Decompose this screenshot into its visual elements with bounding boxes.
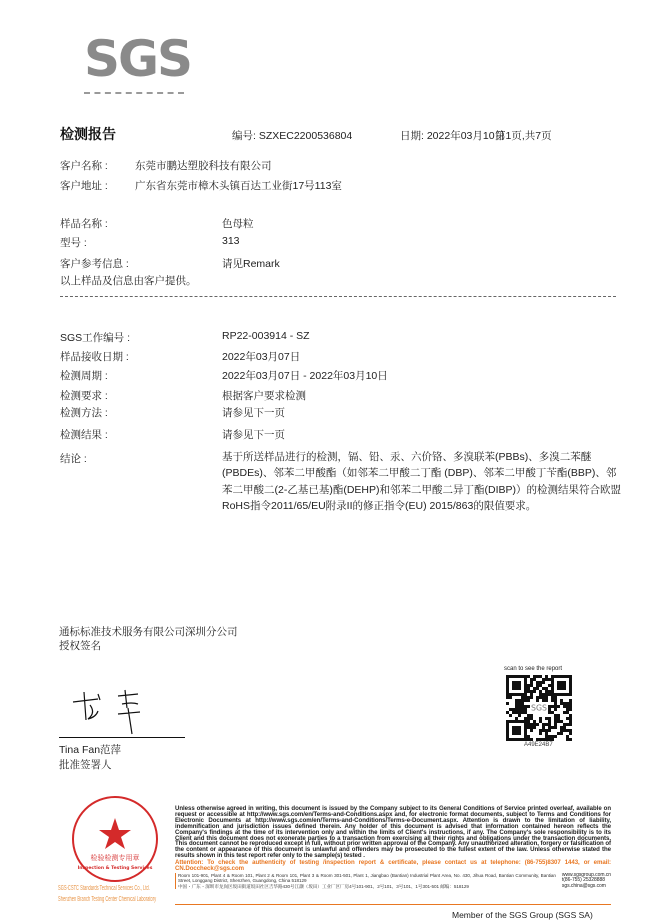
- sample-note: 以上样品及信息由客户提供。: [60, 275, 197, 287]
- test-result: 请参见下一页: [222, 429, 285, 441]
- website-link[interactable]: www.sgsgroup.com.cn: [561, 871, 611, 878]
- signature-line: [59, 737, 185, 738]
- authorized-label: 授权签名: [59, 640, 101, 652]
- sgs-job-number: RP22-003914 - SZ: [222, 330, 310, 342]
- phone: t(86-755) 25328888: [561, 877, 605, 884]
- request-label: 检测要求 :: [60, 390, 108, 402]
- divider: [60, 296, 616, 297]
- authenticity-notice: Attention: To check the authenticity of testing /inspection report & certificate, please contact us at telephone: (86-755)8307 1443, or email: CN.Doccheck@sgs.com: [175, 859, 611, 873]
- client-name: 东莞市鹏达塑胶科技有限公司: [135, 160, 272, 172]
- stamp-english-text: Inspection & Testing Services: [77, 866, 153, 871]
- official-stamp: [70, 794, 160, 884]
- conclusion-label: 结论 :: [60, 453, 87, 465]
- received-date: 2022年03月07日: [222, 351, 301, 363]
- footer-divider: [175, 904, 611, 905]
- sgs-logo: SGS: [84, 30, 192, 88]
- sample-name: 色母粒: [222, 218, 254, 230]
- test-method: 请参见下一页: [222, 407, 285, 419]
- period-label: 检测周期 :: [60, 370, 108, 382]
- signer-name: Tina Fan范萍: [59, 744, 122, 756]
- footer-disclaimer: [175, 806, 611, 889]
- page-indicator: 第1页,共7页: [495, 130, 552, 142]
- qr-caption: scan to see the report: [504, 666, 563, 672]
- client-ref: 请见Remark: [222, 258, 280, 270]
- page-title: 检测报告: [60, 126, 116, 142]
- sgs-cstc-name: SGS-CSTC Standards Technical Services Co., Ltd.: [58, 885, 150, 892]
- address-chinese: 中国・广东・深圳市龙岗区坂田街道坂田社区吉华路430号江灏（坂田）工业厂区厂房4号101-901、2号101、3号101、1号301-501 邮编：518129: [178, 883, 469, 889]
- sgs-job-label: SGS工作编号 :: [60, 332, 131, 344]
- stamp-center-text: 检验检测专用章: [90, 854, 140, 862]
- method-label: 检测方法 :: [60, 407, 108, 419]
- address-english: Room 101-901, Plant 4 & Room 101, Plant 2 & Room 101, Plant 3 & Room 301-501, Plant 1, Jiangbao (Bantian) Industrial Plant Area, No. 430, Jihua Road, Bantian Community, Bantian Street, Longgang District, Shenzhen, Guangdong, China 518129: [178, 872, 556, 884]
- signing-company: 通标标准技术服务有限公司深圳分公司: [59, 626, 238, 638]
- signer-title: 批准签署人: [59, 759, 112, 771]
- disclaimer-text: Unless otherwise agreed in writing, this document is issued by the Company subject to its General Conditions of Service printed overleaf, available on request or accessible at http://www.sgs.com/en/Terms-and-Conditions.aspx and, for electronic format documents, subject to Terms and Conditions for Electronic Documents at http://www.sgs.com/en/Terms-and-Conditions/Terms-e-Document.aspx. Attention is drawn to the limitation of liability, indemnification and jurisdiction issues defined therein. Any holder of this document is advised that information contained hereon reflects the Company's findings at the time of its intervention only and within the limits of Client's instructions, if any. The Company's sole responsibility is to its Client and this document does not exonerate parties to a transaction from exercising all their rights and obligations under the transaction documents. This document cannot be reproduced except in full, without prior written approval of the Company. Any unauthorized alteration, forgery or falsification of the content or appearance of this document is unlawful and offenders may be prosecuted to the fullest extent of the law. Unless otherwise stated the results shown in this test report refer only to the sample(s) tested .: [175, 805, 611, 860]
- model-label: 型号 :: [60, 237, 87, 249]
- client-address: 广东省东莞市樟木头镇百达工业街17号113室: [135, 180, 342, 192]
- test-request: 根据客户要求检测: [222, 390, 306, 402]
- sample-name-label: 样品名称 :: [60, 218, 108, 230]
- client-address-label: 客户地址 :: [60, 180, 108, 192]
- model: 313: [222, 235, 240, 247]
- client-ref-label: 客户参考信息 :: [60, 258, 129, 270]
- qr-code-id: A49E24B7: [524, 742, 553, 748]
- received-label: 样品接收日期 :: [60, 351, 129, 363]
- client-name-label: 客户名称 :: [60, 160, 108, 172]
- qr-code[interactable]: [506, 675, 572, 741]
- report-number: 编号: SZXEC2200536804: [232, 130, 353, 142]
- svg-text:SGS: SGS: [531, 703, 547, 713]
- branch-name: Shenzhen Branch Testing Center Chemical Laboratory: [58, 896, 157, 903]
- email-link[interactable]: sgs.china@sgs.com: [561, 882, 606, 889]
- test-period: 2022年03月07日 - 2022年03月10日: [222, 370, 388, 382]
- logo-underline: [84, 92, 184, 94]
- result-label: 检测结果 :: [60, 429, 108, 441]
- member-note: Member of the SGS Group (SGS SA): [452, 910, 593, 920]
- conclusion-text: 基于所送样品进行的检测，镉、铅、汞、六价铬、多溴联苯(PBBs)、多溴二苯醚(PBDEs)、邻苯二甲酸酯（如邻苯二甲酸二丁酯 (DBP)、邻苯二甲酸丁苄酯(BBP)、邻苯二甲酸二(2-乙基已基)酯(DEHP)和邻苯二甲酸二异丁酯(DIBP)）的检测结果符合欧盟RoHS指令2011/65/EU附录II的修正指令(EU) 2015/863的限值要求。: [222, 451, 621, 512]
- handwritten-signature: [70, 680, 150, 736]
- report-date: 日期: 2022年03月10日: [400, 130, 506, 142]
